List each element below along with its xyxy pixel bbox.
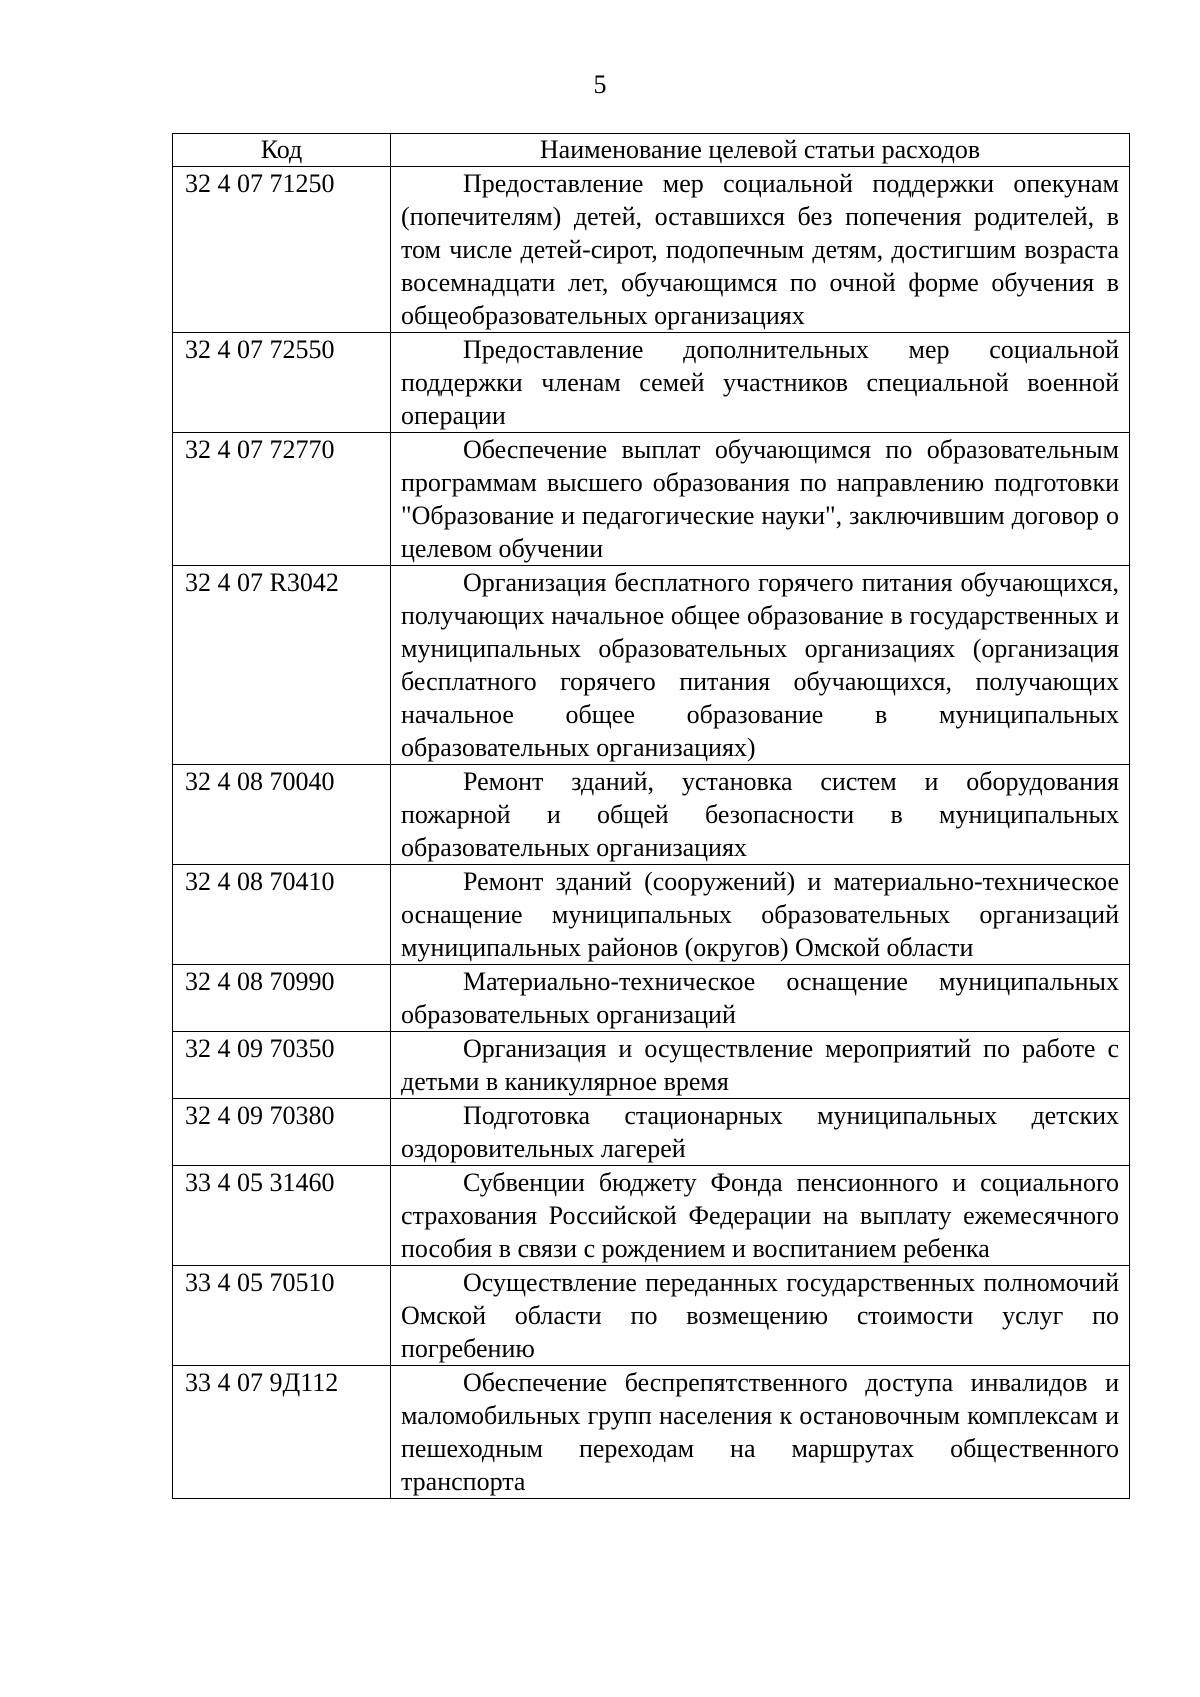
page-number: 5: [593, 70, 607, 99]
budget-article-table: [172, 133, 1130, 1499]
row-code: 33 4 05 31460: [173, 1166, 391, 1266]
row-code: 32 4 09 70380: [173, 1099, 391, 1166]
table-header: [173, 134, 1130, 167]
row-name: Организация бесплатного горячего питания обучающихся, получающих начальное общее образование в государственных и муниципальных образовательных организациях (организация бесплатного горячего питания обучающихся, получающих начальное общее образование в муниципальных образовательных организациях): [391, 566, 1130, 765]
row-code: 32 4 07 72770: [173, 433, 391, 566]
row-code: 33 4 05 70510: [173, 1266, 391, 1366]
row-name: Организация и осуществление мероприятий по работе с детьми в каникулярное время: [391, 1032, 1130, 1099]
table-row: [173, 433, 1130, 566]
header-name: Наименование целевой статьи расходов: [391, 134, 1130, 167]
table-row: [173, 167, 1130, 333]
table-row: [173, 965, 1130, 1032]
row-name: Обеспечение беспрепятственного доступа инвалидов и маломобильных групп населения к остановочным комплексам и пешеходным переходам на маршрутах общественного транспорта: [391, 1366, 1130, 1499]
table-row: [173, 1266, 1130, 1366]
row-code: 32 4 07 R3042: [173, 566, 391, 765]
table-row: [173, 333, 1130, 433]
row-name: Осуществление переданных государственных полномочий Омской области по возмещению стоимости услуг по погребению: [391, 1266, 1130, 1366]
row-name: Подготовка стационарных муниципальных детских оздоровительных лагерей: [391, 1099, 1130, 1166]
table-row: [173, 1099, 1130, 1166]
row-code: 32 4 07 72550: [173, 333, 391, 433]
row-code: 32 4 08 70040: [173, 765, 391, 865]
table-row: [173, 865, 1130, 965]
row-code: 32 4 08 70990: [173, 965, 391, 1032]
table-row: [173, 566, 1130, 765]
table-row: [173, 1032, 1130, 1099]
header-row: [173, 134, 1130, 167]
header-code: Код: [173, 134, 391, 167]
table-row: [173, 1166, 1130, 1266]
table-row: [173, 765, 1130, 865]
row-name: Субвенции бюджету Фонда пенсионного и социального страхования Российской Федерации на выплату ежемесячного пособия в связи с рождением и воспитанием ребенка: [391, 1166, 1130, 1266]
row-name: Ремонт зданий (сооружений) и материально-техническое оснащение муниципальных образовательных организаций муниципальных районов (округов) Омской области: [391, 865, 1130, 965]
row-name: Материально-техническое оснащение муниципальных образовательных организаций: [391, 965, 1130, 1032]
table-row: [173, 1366, 1130, 1499]
row-name: Предоставление мер социальной поддержки опекунам (попечителям) детей, оставшихся без попечения родителей, в том числе детей-сирот, подопечным детям, достигшим возраста восемнадцати лет, обучающимся по очной форме обучения в общеобразовательных организациях: [391, 167, 1130, 333]
row-code: 32 4 08 70410: [173, 865, 391, 965]
row-name: Предоставление дополнительных мер социальной поддержки членам семей участников специальной военной операции: [391, 333, 1130, 433]
row-name: Ремонт зданий, установка систем и оборудования пожарной и общей безопасности в муниципальных образовательных организациях: [391, 765, 1130, 865]
table-body: [173, 167, 1130, 1499]
row-code: 32 4 09 70350: [173, 1032, 391, 1099]
row-code: 32 4 07 71250: [173, 167, 391, 333]
row-code: 33 4 07 9Д112: [173, 1366, 391, 1499]
row-name: Обеспечение выплат обучающимся по образовательным программам высшего образования по направлению подготовки "Образование и педагогические науки", заключившим договор о целевом обучении: [391, 433, 1130, 566]
